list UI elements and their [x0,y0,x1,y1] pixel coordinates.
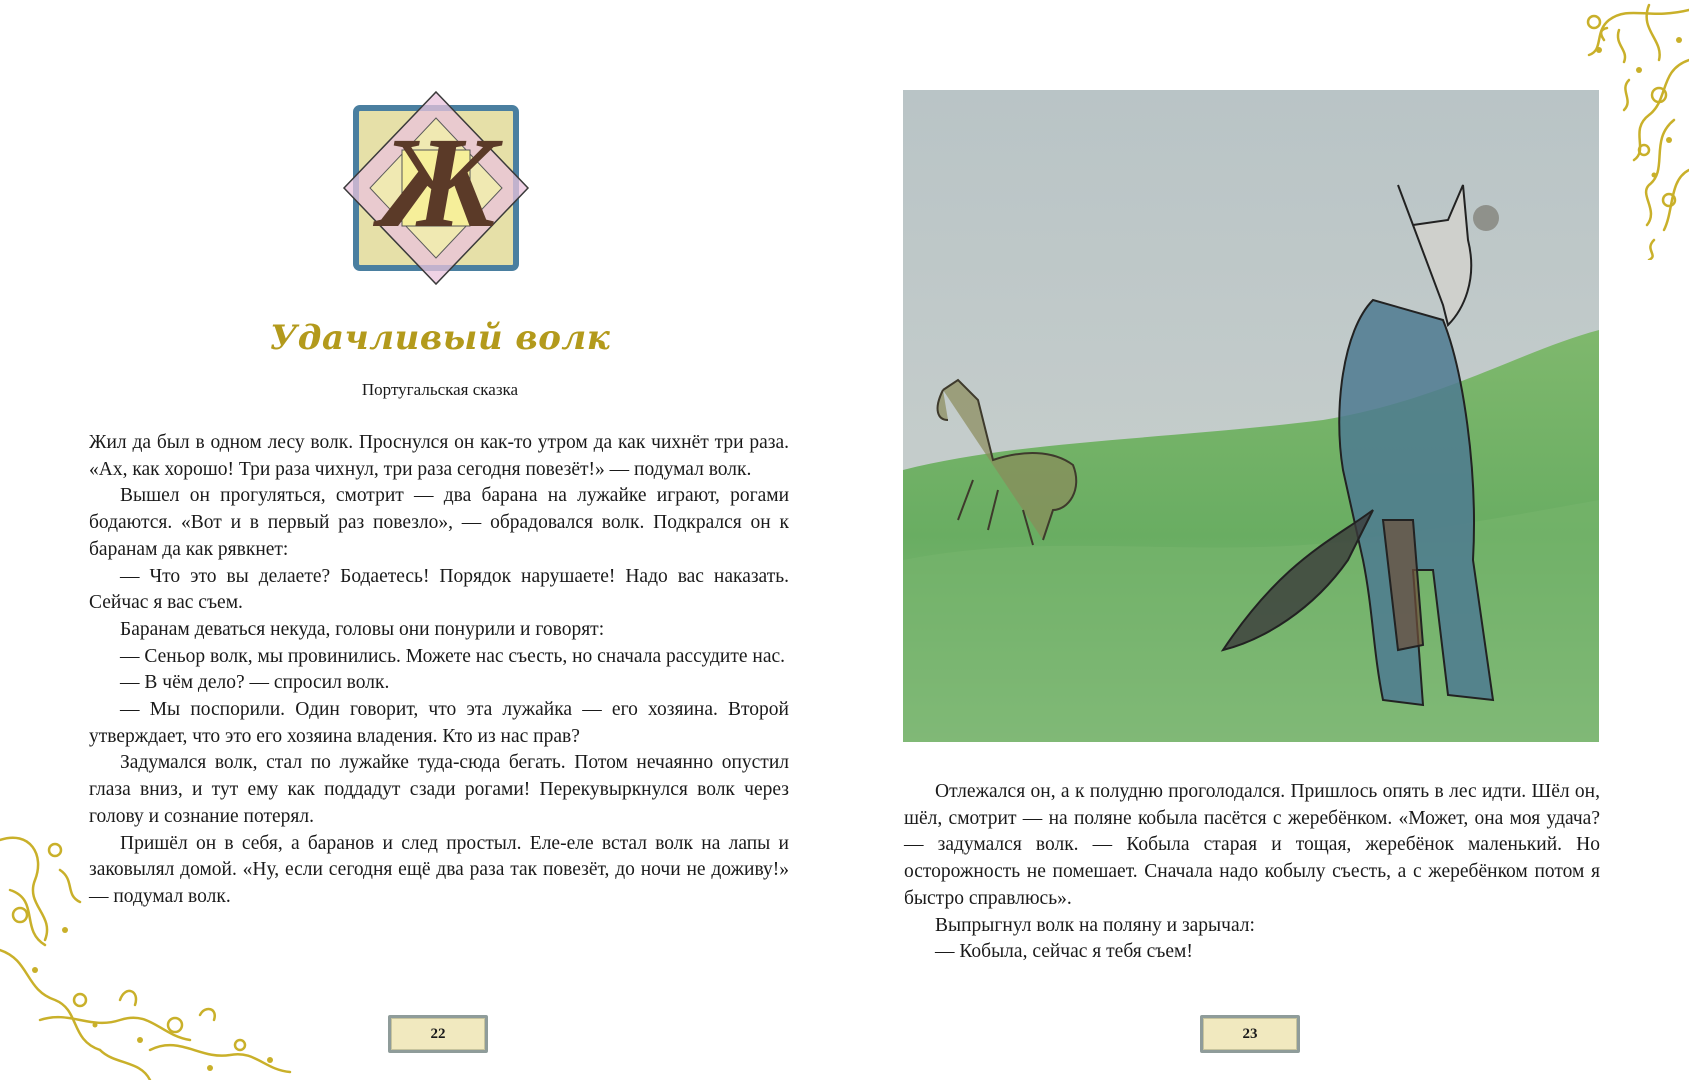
story-illustration [903,90,1599,742]
page-number-right [1200,1015,1300,1053]
story-title: Удачливый волк [269,318,611,358]
paragraph: — Сеньор волк, мы провинились. Можете нас съесть, но сначала рассудите нас. [120,645,786,667]
left-page-text [89,430,789,911]
paragraph: Вышел он прогуляться, смотрит — два барана на лужайке играют, рогами бодаются. «Вот и в первый раз повезло», — обрадовался волк. Подкрался он к баранам да как рявкнет: [89,485,789,560]
paragraph: Баранам деваться некуда, головы они понурили и говорят: [120,618,605,640]
paragraph: — Мы поспорили. Один говорит, что эта лужайка — его хозяина. Второй утверждает, что это его хозяина владения. Кто из нас прав? [89,699,789,747]
initial-letter: Ж [380,111,500,255]
paragraph: — Что это вы делаете? Бодаетесь! Порядок нарушаете! Надо вас наказать. Сейчас я вас съем. [89,565,789,614]
page-number-label: 23 [1242,1026,1258,1042]
paragraph: Жил да был в одном лесу волк. Проснулся он как-то утром да как чихнёт три раза. «Ах, как хорошо! Три раза чихнул, три раза сегодня повезёт!» — подумал волк. [89,432,789,480]
paragraph: Задумался волк, стал по лужайке туда-сюда бегать. Потом нечаянно опустил глаза вниз, и тут ему как поддадут сзади рогами! Перекувыркнулся волк через голову и сознание потерял. [89,752,789,827]
story-subtitle: Португальская сказка [361,380,519,399]
paragraph: Пришёл он в себя, а баранов и след простыл. Еле-еле встал волк на лапы и заковылял домой. «Ну, если сегодня ещё два раза так повезёт, до ночи не доживу!» — подумал волк. [89,832,789,907]
right-page-text [904,779,1600,966]
page-number-label: 22 [430,1026,446,1042]
page-number-left [388,1015,488,1053]
paragraph: Отлежался он, а к полудню проголодался. Пришлось опять в лес идти. Шёл он, шёл, смотрит — на поляне кобыла пасётся с жеребёнком. «Может, она моя удача? — задумался волк. — Кобыла старая и тощая, жеребёнок маленький. Но осторожность не помешает. Сначала надо кобылу съесть, а с жеребёнком потом я быстро справлюсь». [904,781,1600,909]
paragraph: Выпрыгнул волк на поляну и зарычал: [935,914,1255,936]
decorative-initial [338,88,534,288]
paragraph: — Кобыла, сейчас я тебя съем! [935,941,1193,963]
paragraph: — В чём дело? — спросил волк. [120,672,390,694]
